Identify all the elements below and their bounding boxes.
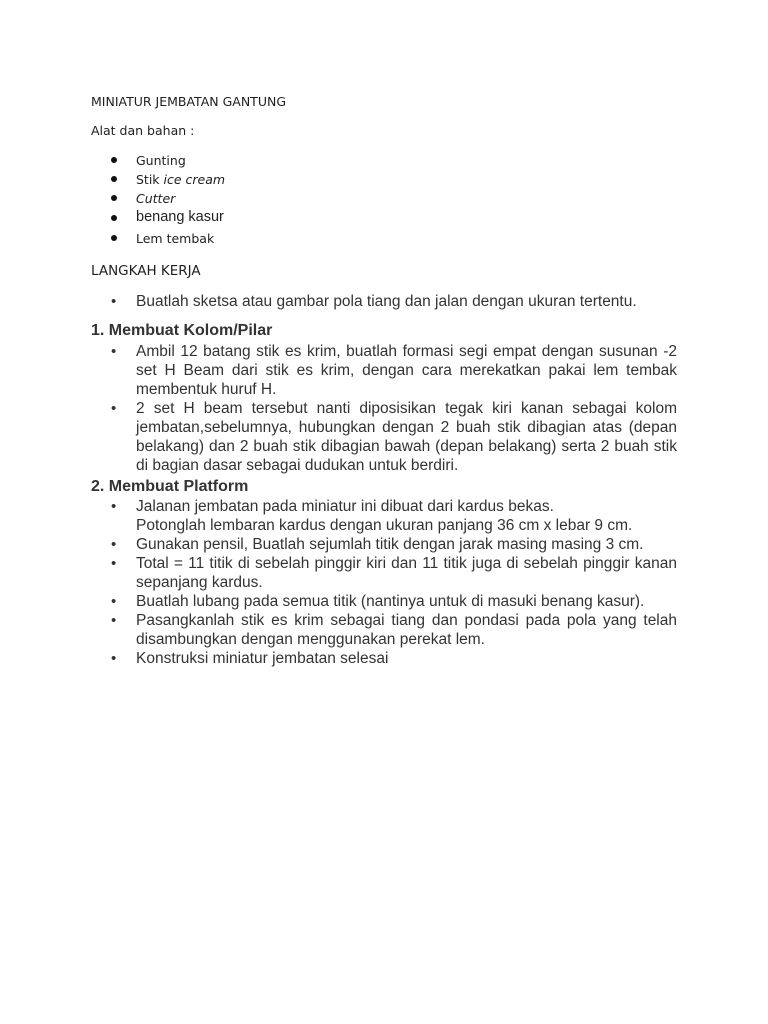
- list-item: [91, 535, 677, 554]
- tools-heading: Alat dan bahan :: [91, 123, 195, 138]
- tools-list: [91, 151, 391, 248]
- bullet-icon: •: [111, 498, 117, 515]
- list-item: [91, 497, 677, 535]
- bullet-icon: •: [111, 593, 117, 610]
- bullet-icon: •: [111, 293, 117, 310]
- section2-list: [91, 497, 677, 668]
- bullet-icon: [111, 176, 117, 182]
- list-item-line: Potonglah lembaran kardus dengan ukuran panjang 36 cm x lebar 9 cm.: [136, 517, 633, 534]
- list-item-text: Total = 11 titik di sebelah pinggir kiri dan 11 titik juga di sebelah pinggir kanan sepanjang kardus.: [136, 555, 677, 591]
- steps-heading: LANGKAH KERJA: [91, 263, 201, 279]
- list-item-text: Ambil 12 batang stik es krim, buatlah formasi segi empat dengan susunan -2 set H Beam dari stik es krim, dengan cara merekatkan pakai lem tembak membentuk huruf H.: [136, 343, 677, 398]
- list-item-text: 2 set H beam tersebut nanti diposisikan tegak kiri kanan sebagai kolom jembatan,sebelumnya, hubungkan dengan 2 buah stik dibagian atas (depan belakang) dan 2 buah stik dibagian bawah (depan belakang) serta 2 buah stik di bagian dasar sebagai dudukan untuk berdiri.: [136, 400, 677, 474]
- tool-label-prefix: Stik: [136, 172, 164, 187]
- list-item: [91, 554, 677, 592]
- tool-label: benang kasur: [136, 209, 224, 225]
- list-item: [91, 151, 391, 170]
- tool-label: Gunting: [136, 153, 186, 168]
- bullet-icon: •: [111, 612, 117, 629]
- bullet-icon: •: [111, 536, 117, 553]
- list-item-text: Pasangkanlah stik es krim sebagai tiang dan pondasi pada pola yang telah disambungkan dengan menggunakan perekat lem.: [136, 612, 677, 648]
- list-item: [91, 189, 391, 208]
- document-title: MINIATUR JEMBATAN GANTUNG: [91, 94, 287, 109]
- tool-label: Cutter: [136, 191, 176, 206]
- list-item: [91, 170, 391, 189]
- list-item: [91, 208, 391, 229]
- section1-list: [91, 342, 677, 475]
- bullet-icon: [111, 235, 117, 241]
- tool-label-italic: ice cream: [163, 172, 226, 187]
- bullet-icon: •: [111, 650, 117, 667]
- section-heading: 2. Membuat Platform: [91, 478, 249, 495]
- bullet-icon: [111, 215, 117, 221]
- bullet-icon: [111, 195, 117, 201]
- list-item: [91, 292, 677, 311]
- list-item-text: [136, 497, 677, 535]
- list-item-text: Buatlah sketsa atau gambar pola tiang dan jalan dengan ukuran tertentu.: [136, 293, 637, 310]
- list-item-line: Jalanan jembatan pada miniatur ini dibuat dari kardus bekas.: [136, 498, 554, 515]
- intro-list: [91, 292, 677, 311]
- list-item-text: Konstruksi miniatur jembatan selesai: [136, 650, 389, 667]
- list-item-text: Buatlah lubang pada semua titik (nantinya untuk di masuki benang kasur).: [136, 593, 645, 610]
- list-item: [91, 229, 391, 248]
- bullet-icon: •: [111, 343, 117, 360]
- bullet-icon: •: [111, 555, 117, 572]
- list-item: [91, 399, 677, 475]
- list-item: [91, 342, 677, 399]
- list-item: [91, 592, 677, 611]
- section-heading: 1. Membuat Kolom/Pilar: [91, 322, 273, 339]
- bullet-icon: •: [111, 400, 117, 417]
- bullet-icon: [111, 157, 117, 163]
- list-item: [91, 611, 677, 649]
- list-item-text: Gunakan pensil, Buatlah sejumlah titik dengan jarak masing masing 3 cm.: [136, 536, 644, 553]
- list-item: [91, 649, 677, 668]
- tool-label: Lem tembak: [136, 231, 215, 246]
- tool-label: [136, 172, 225, 187]
